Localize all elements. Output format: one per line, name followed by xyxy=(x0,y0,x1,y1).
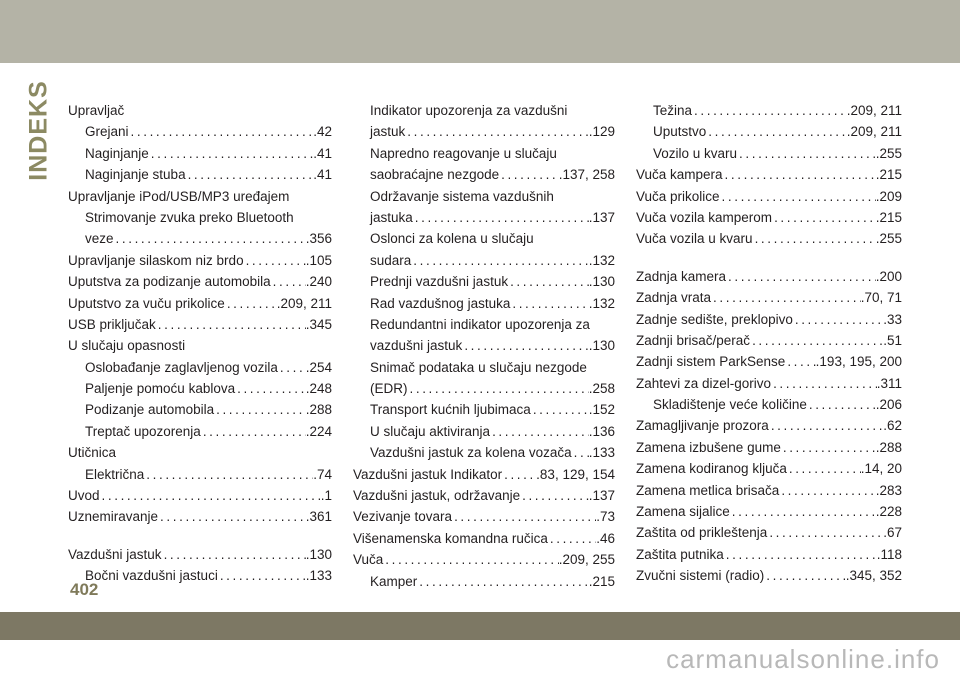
index-page-ref: .209, 211 xyxy=(846,103,902,118)
index-term: sudara xyxy=(370,252,412,268)
index-entry xyxy=(68,100,332,121)
index-term: Zamena izbušene gume xyxy=(636,439,781,455)
index-entry xyxy=(636,186,902,207)
index-page-ref: .209, 255 xyxy=(558,552,615,568)
dot-leader xyxy=(235,378,306,399)
index-term: Naginjanje stuba xyxy=(85,167,186,183)
index-term: Zamena metlica brisača xyxy=(636,482,780,498)
index-entry xyxy=(353,528,615,549)
dot-leader xyxy=(278,357,306,378)
index-page-ref: .209, 211 xyxy=(846,124,902,140)
index-page-ref: .137, 258 xyxy=(558,167,615,183)
dot-leader xyxy=(129,121,314,142)
dot-leader xyxy=(520,485,589,506)
index-page-ref: .41 xyxy=(313,145,332,161)
index-term: Skladištenje veće količine xyxy=(653,397,807,413)
index-term: Zaštita od prikleštenja xyxy=(636,525,768,541)
index-page-ref: .288 xyxy=(875,439,902,455)
dot-leader xyxy=(100,485,321,506)
index-entry xyxy=(68,485,332,506)
index-page-ref: .361 xyxy=(305,509,332,525)
index-term: Zadnji sistem ParkSense xyxy=(636,354,786,370)
index-entry xyxy=(68,228,332,249)
index-entry xyxy=(68,293,332,314)
index-term: Kamper xyxy=(370,573,418,589)
footer-watermark: carmanualsonline.info xyxy=(666,644,940,674)
index-term: jastuk xyxy=(370,124,406,140)
index-page-ref: .33 xyxy=(883,311,902,327)
dot-leader xyxy=(201,421,306,442)
index-term: Težina xyxy=(653,103,693,118)
dot-leader xyxy=(408,378,589,399)
index-entry xyxy=(353,442,615,463)
index-entry xyxy=(68,164,332,185)
index-term: Treptač upozorenja xyxy=(85,423,201,439)
index-page-ref: .240 xyxy=(305,274,332,290)
dot-leader xyxy=(510,293,588,314)
index-term: Vozilo u kvaru xyxy=(653,145,738,161)
index-term: Upravljanje iPod/USB/MP3 uređajem xyxy=(68,188,290,204)
section-side-label xyxy=(4,79,74,181)
index-entry xyxy=(68,250,332,271)
dot-leader xyxy=(214,399,306,420)
index-page-ref: .248 xyxy=(305,381,332,397)
index-page-ref: .356 xyxy=(305,231,332,247)
dot-leader xyxy=(724,544,877,565)
dot-leader xyxy=(405,121,588,142)
index-term: Zamena kodiranog ključa xyxy=(636,461,787,477)
index-entry xyxy=(353,293,615,314)
dot-leader xyxy=(692,100,847,121)
index-page-ref: .255 xyxy=(875,231,902,247)
dot-leader xyxy=(186,164,314,185)
top-band xyxy=(0,0,960,63)
index-term: Zamena sijalice xyxy=(636,504,730,520)
index-page-ref: .130 xyxy=(588,274,615,290)
index-entry xyxy=(353,549,615,570)
dot-leader xyxy=(726,266,876,287)
dot-leader xyxy=(572,442,589,463)
section-side-label-text: INDEKS xyxy=(24,79,53,181)
index-term: Vuča kampera xyxy=(636,167,723,183)
dot-leader xyxy=(787,458,861,479)
index-entry xyxy=(68,399,332,420)
dot-leader xyxy=(779,480,875,501)
index-page-ref: .193, 195, 200 xyxy=(815,354,902,370)
dot-leader xyxy=(149,143,313,164)
index-term: Vuča vozila u kvaru xyxy=(636,231,753,247)
dot-leader xyxy=(411,250,588,271)
index-term: Električna xyxy=(85,466,145,482)
index-term: Rad vazdušnog jastuka xyxy=(370,295,511,311)
index-term: Uvod xyxy=(68,488,100,504)
index-entry xyxy=(68,565,332,586)
index-entry xyxy=(636,565,902,586)
dot-leader xyxy=(452,506,596,527)
index-page-ref: .83, 129, 154 xyxy=(536,466,615,482)
index-term: Zadnja kamera xyxy=(636,268,727,284)
index-entry xyxy=(636,207,902,228)
index-page-ref: .288 xyxy=(305,402,332,418)
dot-leader xyxy=(144,464,313,485)
index-term: U slučaju aktiviranja xyxy=(370,423,491,439)
index-entry xyxy=(68,357,332,378)
index-page-ref: .73 xyxy=(596,509,615,525)
dot-leader xyxy=(753,228,876,249)
index-page-ref: .132 xyxy=(588,295,615,311)
index-entry xyxy=(636,415,902,436)
index-term: Strimovanje zvuka preko Bluetooth xyxy=(85,209,294,225)
index-entry xyxy=(353,164,615,185)
dot-leader xyxy=(785,351,815,372)
index-term: Vazdušni jastuk, održavanje xyxy=(353,488,521,504)
index-page-ref: .215 xyxy=(875,167,902,183)
index-entry xyxy=(353,228,615,249)
index-entry xyxy=(636,330,902,351)
index-entry xyxy=(636,480,902,501)
index-term: Zadnja vrata xyxy=(636,290,712,306)
dot-leader xyxy=(548,528,596,549)
index-entry xyxy=(636,266,902,287)
index-entry xyxy=(353,421,615,442)
dot-leader xyxy=(225,293,277,314)
dot-leader xyxy=(720,186,876,207)
index-term: Zadnji brisač/perač xyxy=(636,332,751,348)
index-term: jastuka xyxy=(370,209,413,225)
index-entry xyxy=(68,544,332,565)
index-entry xyxy=(353,335,615,356)
dot-leader xyxy=(807,394,876,415)
index-entry xyxy=(68,143,332,164)
index-entry xyxy=(353,378,615,399)
index-page-ref: .345, 352 xyxy=(845,568,902,584)
index-page-ref: .130 xyxy=(305,546,332,562)
dot-leader xyxy=(767,522,883,543)
dot-leader xyxy=(730,501,876,522)
index-page-ref: .215 xyxy=(588,573,615,589)
page-number: 402 xyxy=(70,580,99,599)
dot-leader xyxy=(764,565,845,586)
index-entry xyxy=(68,271,332,292)
index-page-ref: .1 xyxy=(320,488,332,504)
index-term: Paljenje pomoću kablova xyxy=(85,381,236,397)
dot-leader xyxy=(771,373,877,394)
index-term: Vuča vozila kamperom xyxy=(636,209,773,225)
dot-leader xyxy=(499,164,559,185)
index-term: Uputstvo za vuču prikolice xyxy=(68,295,225,311)
index-term: Naginjanje xyxy=(85,145,149,161)
index-entry xyxy=(68,421,332,442)
index-entry xyxy=(353,186,615,207)
index-term: Vazdušni jastuk xyxy=(68,546,162,562)
index-term: Podizanje automobila xyxy=(85,402,215,418)
index-term: veze xyxy=(85,231,114,247)
index-entry xyxy=(353,121,615,142)
index-page-ref: .129 xyxy=(588,124,615,140)
dot-leader xyxy=(781,437,876,458)
index-term: Grejani xyxy=(85,124,129,140)
index-term: Vuča prikolice xyxy=(636,188,720,204)
index-page-ref: .118 xyxy=(876,546,902,562)
index-entry xyxy=(636,164,902,185)
index-term: Transport kućnih ljubimaca xyxy=(370,402,531,418)
index-entry xyxy=(68,442,332,463)
index-entry xyxy=(353,271,615,292)
index-entry xyxy=(68,378,332,399)
index-term: Uputstvo xyxy=(653,124,707,140)
dot-leader xyxy=(723,164,876,185)
index-column-2 xyxy=(353,100,615,592)
index-page-ref: .133 xyxy=(588,445,615,461)
dot-leader xyxy=(793,309,883,330)
index-column-1 xyxy=(68,100,332,587)
index-entry xyxy=(68,186,332,207)
index-term: Bočni vazdušni jastuci xyxy=(85,568,218,584)
index-term: Održavanje sistema vazdušnih xyxy=(370,188,554,204)
index-entry xyxy=(353,250,615,271)
dot-leader xyxy=(711,287,861,308)
dot-leader xyxy=(271,271,306,292)
index-term: USB priključak xyxy=(68,316,156,332)
dot-leader xyxy=(218,565,306,586)
index-entry xyxy=(353,143,615,164)
index-page-ref: .46 xyxy=(596,530,615,546)
index-term: Zadnje sedište, preklopivo xyxy=(636,311,793,327)
index-page-ref: .74 xyxy=(313,466,332,482)
index-page-ref: .228 xyxy=(875,504,902,520)
index-page-ref: .255 xyxy=(875,145,902,161)
index-entry xyxy=(353,464,615,485)
index-page-ref: .152 xyxy=(588,402,615,418)
index-entry xyxy=(636,309,902,330)
index-entry xyxy=(636,522,902,543)
index-entry xyxy=(636,458,902,479)
index-page-ref: .130 xyxy=(588,338,615,354)
dot-leader xyxy=(413,207,589,228)
index-term: Zahtevi za dizel-gorivo xyxy=(636,375,772,391)
index-page-ref: .41 xyxy=(313,167,332,183)
index-page-ref: .42 xyxy=(313,124,332,140)
index-page-ref: .215 xyxy=(875,209,902,225)
index-entry xyxy=(636,287,902,308)
index-entry xyxy=(353,485,615,506)
index-entry xyxy=(353,571,615,592)
dot-leader xyxy=(417,571,588,592)
dot-leader xyxy=(750,330,883,351)
index-entry xyxy=(68,464,332,485)
dot-leader xyxy=(769,415,883,436)
index-term: Oslobađanje zaglavljenog vozila xyxy=(85,359,278,375)
index-page-ref: .51 xyxy=(883,332,902,348)
index-term: U slučaju opasnosti xyxy=(68,338,186,354)
index-page-ref: .137 xyxy=(588,488,615,504)
dot-leader xyxy=(490,421,589,442)
index-page-ref: .209 xyxy=(875,188,902,204)
index-entry xyxy=(636,143,902,164)
index-page-ref: .345 xyxy=(305,316,332,332)
dot-leader xyxy=(502,464,536,485)
index-entry xyxy=(353,100,615,121)
index-entry xyxy=(353,357,615,378)
dot-leader xyxy=(158,506,306,527)
index-term: Snimač podataka u slučaju nezgode xyxy=(370,359,587,375)
dot-leader xyxy=(114,228,306,249)
index-entry xyxy=(68,121,332,142)
dot-leader xyxy=(156,314,306,335)
index-term: Upravljač xyxy=(68,103,125,118)
dot-leader xyxy=(508,271,589,292)
dot-leader xyxy=(772,207,876,228)
index-entry xyxy=(636,501,902,522)
index-entry xyxy=(636,437,902,458)
index-column-3 xyxy=(636,100,902,587)
index-term: saobraćajne nezgode xyxy=(370,167,500,183)
index-term: Vazdušni jastuk Indikator xyxy=(353,466,503,482)
index-term: Uznemiravanje xyxy=(68,509,159,525)
index-entry xyxy=(636,228,902,249)
index-term: Redundantni indikator upozorenja za xyxy=(370,316,590,332)
index-entry xyxy=(68,335,332,356)
index-page-ref: .137 xyxy=(588,209,615,225)
index-entry xyxy=(636,121,902,142)
index-page-ref: .136 xyxy=(588,423,615,439)
index-term: Vuča xyxy=(353,552,384,568)
index-term: Napredno reagovanje u slučaju xyxy=(370,145,557,161)
index-page-ref: .224 xyxy=(305,423,332,439)
index-entry xyxy=(68,207,332,228)
index-page-ref: .14, 20 xyxy=(860,461,902,477)
index-entry xyxy=(68,314,332,335)
dot-leader xyxy=(737,143,876,164)
index-term: Vazdušni jastuk za kolena vozača xyxy=(370,445,572,461)
index-term: Upravljanje silaskom niz brdo xyxy=(68,252,244,268)
index-page-ref: .70, 71 xyxy=(860,290,902,306)
index-term: Zvučni sistemi (radio) xyxy=(636,568,765,584)
dot-leader xyxy=(244,250,306,271)
index-term: Indikator upozorenja za vazdušni xyxy=(370,103,568,118)
dot-leader xyxy=(531,399,589,420)
index-entry xyxy=(68,506,332,527)
index-entry xyxy=(636,100,902,121)
index-page-ref: .206 xyxy=(875,397,902,413)
index-entry xyxy=(353,506,615,527)
index-page-ref: .67 xyxy=(883,525,902,541)
index-entry xyxy=(353,314,615,335)
index-entry xyxy=(636,394,902,415)
dot-leader xyxy=(462,335,588,356)
index-term: Utičnica xyxy=(68,445,117,461)
index-term: Uputstva za podizanje automobila xyxy=(68,274,271,290)
index-entry xyxy=(636,373,902,394)
dot-leader xyxy=(706,121,846,142)
dot-leader xyxy=(383,549,558,570)
index-page-ref: .283 xyxy=(875,482,902,498)
index-term: Višenamenska komandna ručica xyxy=(353,530,548,546)
index-page-ref: .200 xyxy=(875,268,902,284)
index-term: vazdušni jastuk xyxy=(370,338,463,354)
index-term: Oslonci za kolena u slučaju xyxy=(370,231,534,247)
index-page-ref: .209, 211 xyxy=(276,295,332,311)
index-page-ref: .105 xyxy=(305,252,332,268)
index-entry xyxy=(636,351,902,372)
index-entry xyxy=(636,544,902,565)
dot-leader xyxy=(162,544,306,565)
bottom-band xyxy=(0,612,960,640)
index-page-ref: .132 xyxy=(588,252,615,268)
index-term: Zamagljivanje prozora xyxy=(636,418,769,434)
index-term: (EDR) xyxy=(370,381,408,397)
index-page-ref: .258 xyxy=(588,381,615,397)
index-page-ref: .254 xyxy=(305,359,332,375)
index-entry xyxy=(353,399,615,420)
index-term: Zaštita putnika xyxy=(636,546,724,562)
index-page-ref: .311 xyxy=(876,375,902,391)
index-entry xyxy=(353,207,615,228)
index-page-ref: .62 xyxy=(883,418,902,434)
index-page-ref: .133 xyxy=(305,568,332,584)
index-term: Prednji vazdušni jastuk xyxy=(370,274,509,290)
index-term: Vezivanje tovara xyxy=(353,509,453,525)
